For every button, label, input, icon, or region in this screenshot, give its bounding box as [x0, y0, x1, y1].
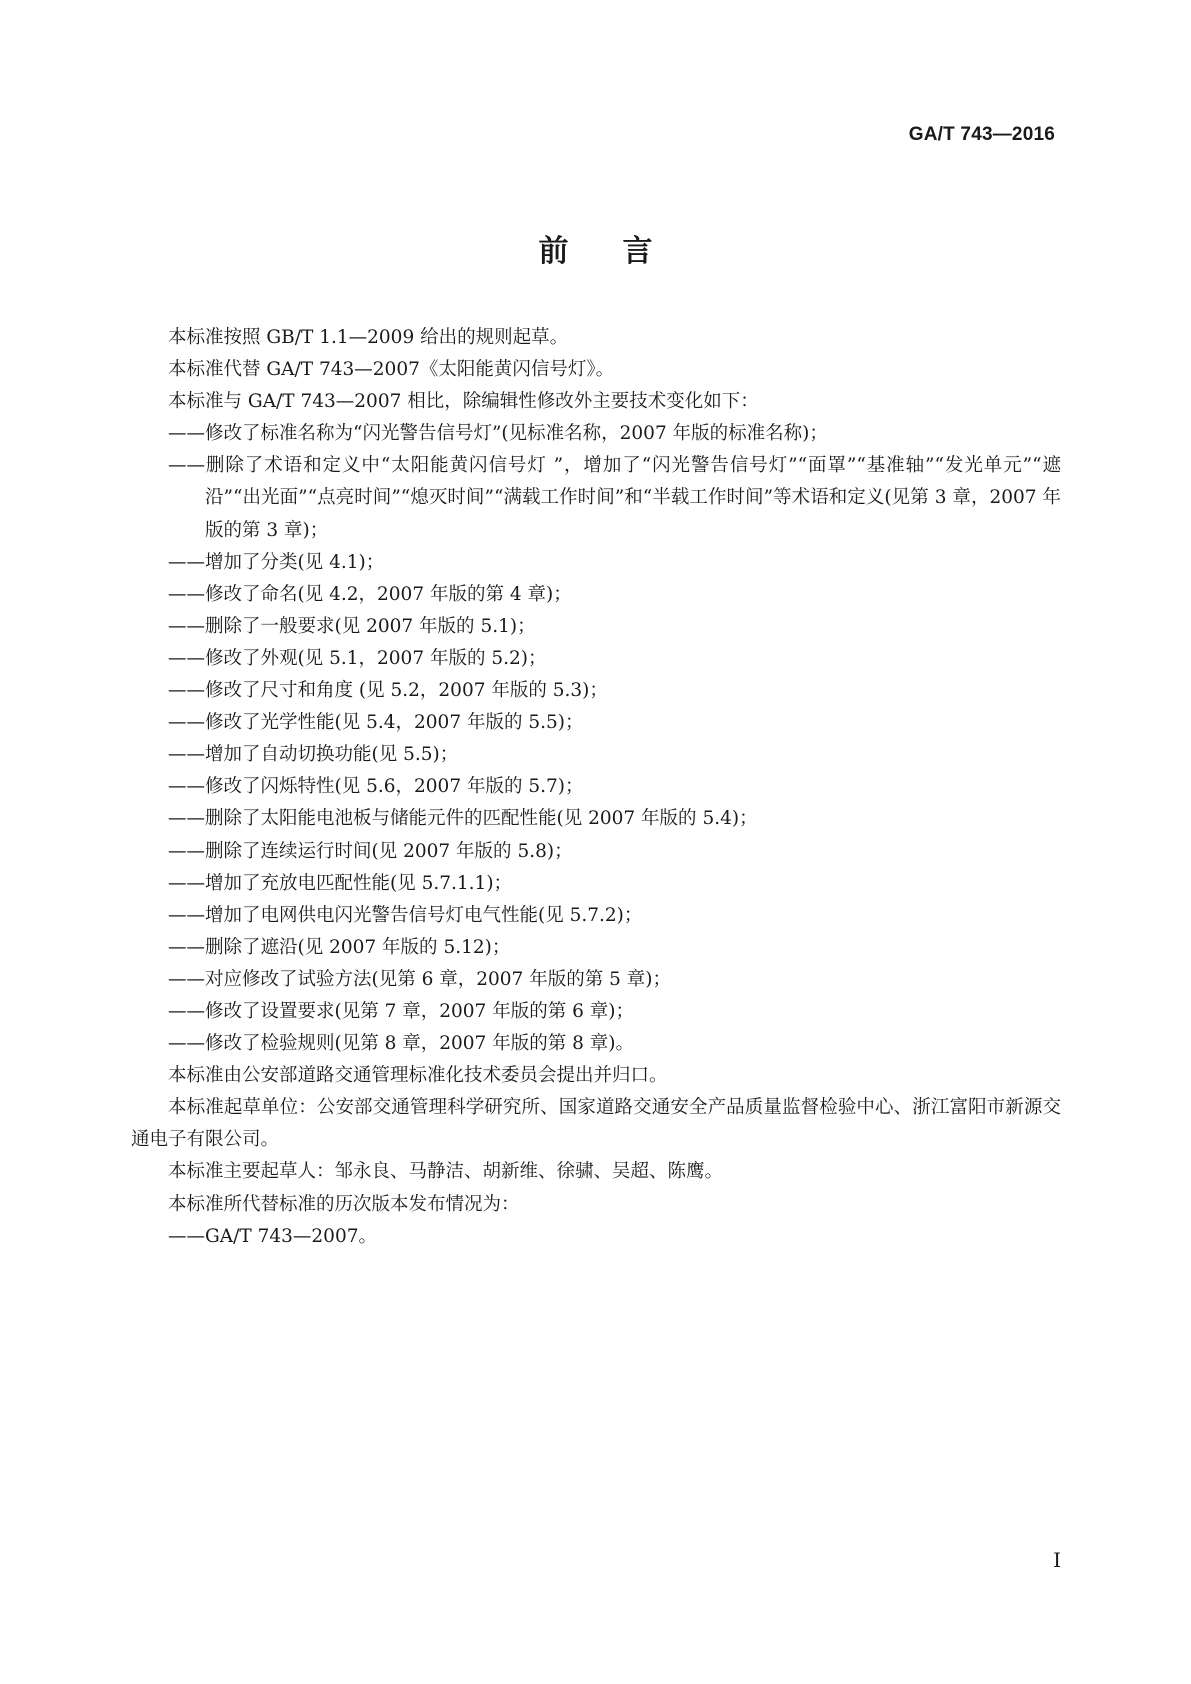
change-item: ——修改了设置要求(见第 7 章，2007 年版的第 6 章)；	[168, 1000, 634, 1022]
change-item: ——删除了术语和定义中“太阳能黄闪信号灯 ”，增加了“闪光警告信号灯”“面罩”“基准轴”“发光单元”“遮沿”“出光面”“点亮时间”“熄灭时间”“满载工作时间”和“半载工作时间”等术语和定义(见第 3 章，2007 年版的第 3 章)；	[168, 455, 1061, 541]
change-item: ——增加了电网供电闪光警告信号灯电气性能(见 5.7.2)；	[168, 904, 643, 926]
change-item: ——删除了太阳能电池板与储能元件的匹配性能(见 2007 年版的 5.4)；	[168, 808, 758, 830]
page-number: I	[1053, 1548, 1061, 1572]
closing-paragraph: 本标准所代替标准的历次版本发布情况为：	[168, 1193, 520, 1215]
closing-paragraph: 本标准由公安部道路交通管理标准化技术委员会提出并归口。	[168, 1065, 668, 1087]
change-item: ——修改了命名(见 4.2，2007 年版的第 4 章)；	[168, 583, 572, 605]
change-item: ——修改了外观(见 5.1，2007 年版的 5.2)；	[168, 647, 547, 669]
preface-body	[131, 322, 1061, 1253]
closing-paragraph: 本标准起草单位：公安部交通管理科学研究所、国家道路交通安全产品质量监督检验中心、浙江富阳市新源交通电子有限公司。	[131, 1097, 1061, 1151]
change-item: ——删除了连续运行时间(见 2007 年版的 5.8)；	[168, 840, 573, 862]
change-item: ——修改了光学性能(见 5.4，2007 年版的 5.5)；	[168, 712, 584, 734]
document-code: GA/T 743—2016	[908, 124, 1055, 145]
change-item: ——删除了一般要求(见 2007 年版的 5.1)；	[168, 615, 536, 637]
intro-paragraph: 本标准代替 GA/T 743—2007《太阳能黄闪信号灯》。	[168, 359, 615, 381]
change-item: ——增加了自动切换功能(见 5.5)；	[168, 744, 459, 766]
intro-paragraph: 本标准按照 GB/T 1.1—2009 给出的规则起草。	[168, 327, 569, 348]
change-item: ——修改了尺寸和角度 (见 5.2，2007 年版的 5.3)；	[168, 680, 608, 702]
change-item: ——增加了充放电匹配性能(见 5.7.1.1)；	[168, 872, 513, 894]
page-title: 前言	[538, 234, 707, 269]
change-item: ——对应修改了试验方法(见第 6 章，2007 年版的第 5 章)；	[168, 968, 671, 990]
intro-paragraph: 本标准与 GA/T 743—2007 相比，除编辑性修改外主要技术变化如下：	[168, 391, 759, 413]
history-item: ——GA/T 743—2007。	[168, 1225, 377, 1247]
change-item: ——删除了遮沿(见 2007 年版的 5.12)；	[168, 936, 511, 958]
change-item: ——修改了闪烁特性(见 5.6，2007 年版的 5.7)；	[168, 776, 584, 798]
change-item: ——修改了检验规则(见第 8 章，2007 年版的第 8 章)。	[168, 1033, 634, 1055]
closing-paragraph: 本标准主要起草人：邹永良、马静洁、胡新维、徐骕、吴超、陈鹰。	[168, 1161, 724, 1183]
change-item: ——增加了分类(见 4.1)；	[168, 551, 385, 573]
change-item: ——修改了标准名称为“闪光警告信号灯”(见标准名称，2007 年版的标准名称)；	[168, 423, 828, 445]
